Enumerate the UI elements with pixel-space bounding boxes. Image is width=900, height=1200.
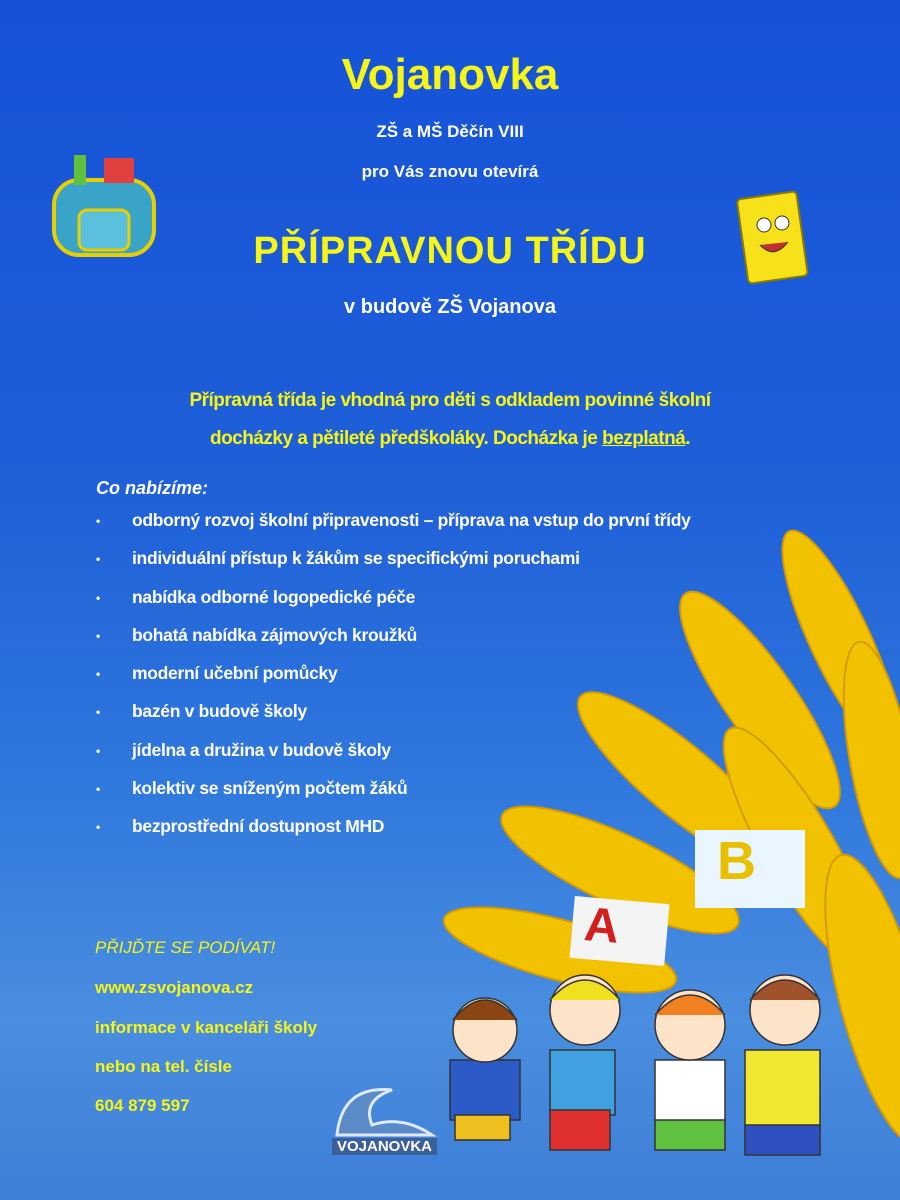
item-text: bezprostřední dostupnost MHD [132,816,385,837]
item-text: individuální přístup k žákům se specifickými poruchami [132,548,580,569]
list-item: • kolektiv se sníženým počtem žáků [96,778,691,816]
item-text: bazén v budově školy [132,701,307,722]
list-item: • jídelna a družina v budově školy [96,740,691,778]
item-text: odborný rozvoj školní připravenosti – příprava na vstup do první třídy [132,510,691,530]
website-link[interactable]: www.zsvojanova.cz [95,978,254,997]
letter-card-b: B [695,830,805,908]
reopen-text: pro Vás znovu otevírá [361,162,539,181]
intro-line-2 [0,428,900,450]
children-illustration [400,950,860,1170]
list-item: • bohatá nabídka zájmových kroužků [96,625,691,663]
offer-list [96,510,691,855]
school-name: ZŠ a MŠ Děčín VIII [376,122,524,141]
item-text: moderní učební pomůcky [132,663,338,684]
intro-text: docházky a pětileté předškoláky. Docházka je [209,428,603,449]
phone-label: nebo na tel. čísle [95,1057,232,1076]
letter-card-a: A [569,896,669,966]
list-item: • odborný rozvoj školní připravenosti – příprava na vstup do první třídy [96,510,691,548]
vojanovka-logo [332,1080,437,1160]
item-text: nabídka odborné logopedické péče [132,586,416,607]
list-item: • nabídka odborné logopedické péče [96,587,691,625]
list-item: • bazén v budově školy [96,701,691,739]
location-text: v budově ZŠ Vojanova [344,296,556,318]
item-text: kolektiv se sníženým počtem žáků [132,778,408,799]
intro-period: . [685,428,691,449]
item-text: bohatá nabídka zájmových kroužků [132,624,418,645]
list-item: • bezprostřední dostupnost MHD [96,816,691,854]
item-text: jídelna a družina v budově školy [132,739,391,760]
list-item: • individuální přístup k žákům se specifickými poruchami [96,548,691,586]
school-title: Vojanovka [341,50,559,99]
intro-line-1: Přípravná třída je vhodná pro děti s odkladem povinné školní [189,390,711,411]
wave-logo-icon [332,1080,437,1140]
free-emphasis: bezplatná [602,428,686,449]
main-heading: PŘÍPRAVNOU TŘÍDU [253,230,647,272]
phone-number: 604 879 597 [95,1096,190,1115]
offer-heading: Co nabízíme: [96,478,209,498]
info-text: informace v kanceláři školy [95,1018,318,1037]
list-item: • moderní učební pomůcky [96,663,691,701]
call-to-action: PŘIJĎTE SE PODÍVAT! [95,938,276,957]
logo-text: VOJANOVKA [332,1138,437,1155]
